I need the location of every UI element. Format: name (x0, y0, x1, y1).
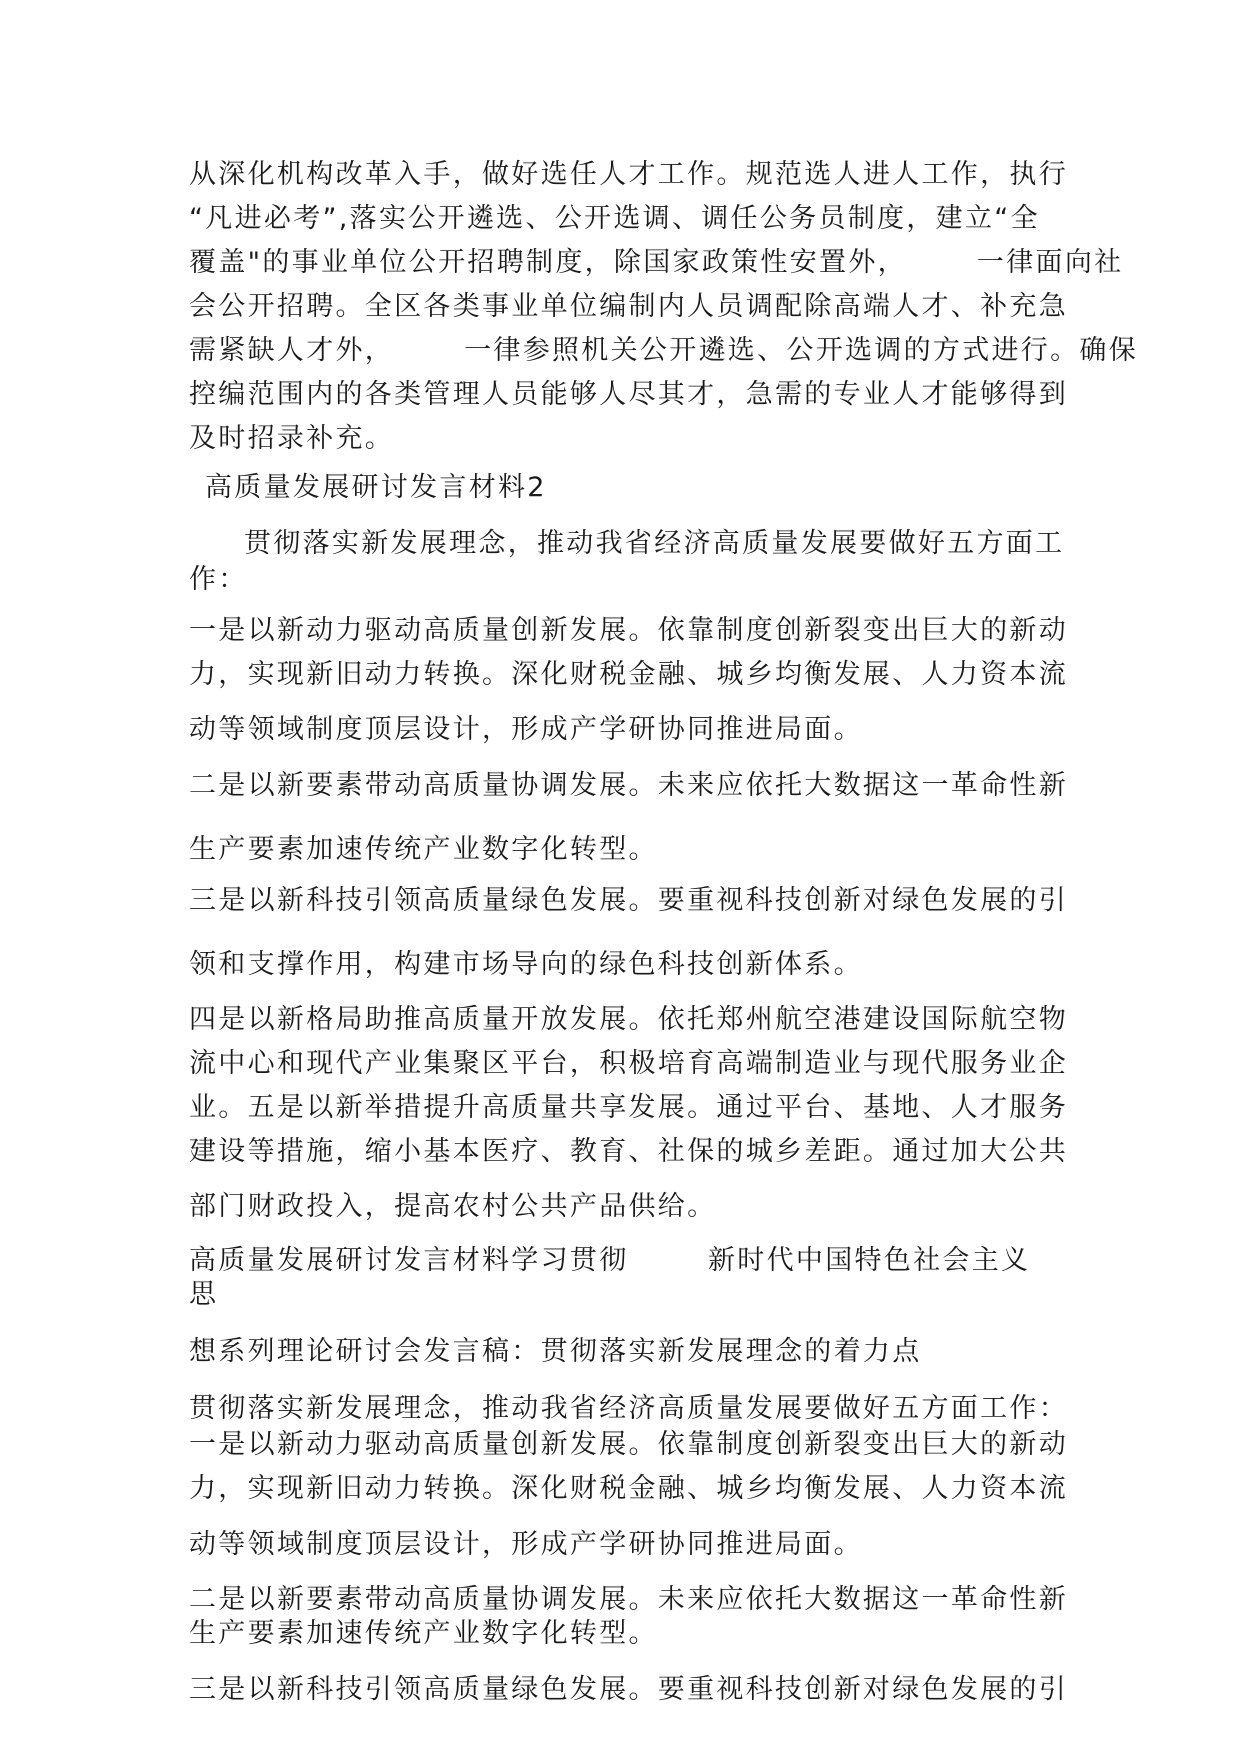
point-line: 一是以新动力驱动高质量创新发展。依靠制度创新裂变出巨大的新动 (189, 615, 1068, 646)
point-line: 领和支撑作用，构建市场导向的绿色科技创新体系。 (189, 949, 863, 980)
point-line: 二是以新要素带动高质量协调发展。未来应依托大数据这一革命性新 (189, 1584, 1068, 1615)
paragraph-line: “凡进必考”,落实公开遴选、公开选调、调任公务员制度，建立“全 (189, 203, 1040, 234)
point-line: 二是以新要素带动高质量协调发展。未来应依托大数据这一革命性新 (189, 770, 1068, 801)
paragraph-line: 从深化机构改革入手，做好选任人才工作。规范选人进人工作，执行 (189, 159, 1068, 190)
point-line: 四是以新格局助推高质量开放发展。依托郑州航空港建设国际航空物 (189, 1004, 1068, 1035)
paragraph-line: 及时招录补充。 (189, 423, 395, 454)
point-line: 生产要素加速传统产业数字化转型。 (189, 834, 658, 865)
point-line: 动等领域制度顶层设计，形成产学研协同推进局面。 (189, 714, 863, 745)
point-line: 三是以新科技引领高质量绿色发展。要重视科技创新对绿色发展的引 (189, 885, 1068, 916)
paragraph-line: 控编范围内的各类管理人员能够人尽其才，急需的专业人才能够得到 (189, 379, 1068, 410)
point-line: 力，实现新旧动力转换。深化财税金融、城乡均衡发展、人力资本流 (189, 1473, 1068, 1504)
paragraph-line (189, 246, 1123, 280)
heading-line: 新时代中国特色社会主义 (708, 1245, 1031, 1276)
section-title: 高质量发展研讨发言材料2 (205, 472, 547, 503)
paragraph-line: 贯彻落实新发展理念，推动我省经济高质量发展要做好五方面工 (244, 528, 1065, 559)
point-line: 动等领域制度顶层设计，形成产学研协同推进局面。 (189, 1529, 863, 1560)
point-line: 业。五是以新举措提升高质量共享发展。通过平台、基地、人才服务 (189, 1092, 1068, 1123)
point-line: 部门财政投入，提高农村公共产品供给。 (189, 1191, 717, 1222)
heading-line: 思 (189, 1279, 219, 1310)
paragraph-line: 作： (189, 564, 248, 595)
text-segment: 一律面向社 (976, 247, 1124, 278)
point-line: 建设等措施，缩小基本医疗、教育、社保的城乡差距。通过加大公共 (189, 1136, 1068, 1167)
point-line: 贯彻落实新发展理念，推动我省经济高质量发展要做好五方面工作： (189, 1393, 1068, 1424)
point-line: 力，实现新旧动力转换。深化财税金融、城乡均衡发展、人力资本流 (189, 659, 1068, 690)
point-line: 三是以新科技引领高质量绿色发展。要重视科技创新对绿色发展的引 (189, 1674, 1068, 1705)
text-segment: 需紧缺人才外， (189, 335, 395, 366)
text-segment: 覆盖"的事业单位公开招聘制度，除国家政策性安置外， (189, 247, 907, 278)
paragraph-line (189, 334, 1138, 368)
point-line: 流中心和现代产业集聚区平台，积极培育高端制造业与现代服务业企 (189, 1048, 1068, 1079)
point-line: 一是以新动力驱动高质量创新发展。依靠制度创新裂变出巨大的新动 (189, 1429, 1068, 1460)
text-segment: 一律参照机关公开遴选、公开选调的方式进行。确保 (464, 335, 1139, 366)
point-line: 生产要素加速传统产业数字化转型。 (189, 1618, 658, 1649)
heading-line: 想系列理论研讨会发言稿：贯彻落实新发展理念的着力点 (189, 1336, 922, 1367)
paragraph-line: 会公开招聘。全区各类事业单位编制内人员调配除高端人才、补充急 (189, 291, 1068, 322)
heading-line: 高质量发展研讨发言材料学习贯彻 (189, 1245, 629, 1276)
